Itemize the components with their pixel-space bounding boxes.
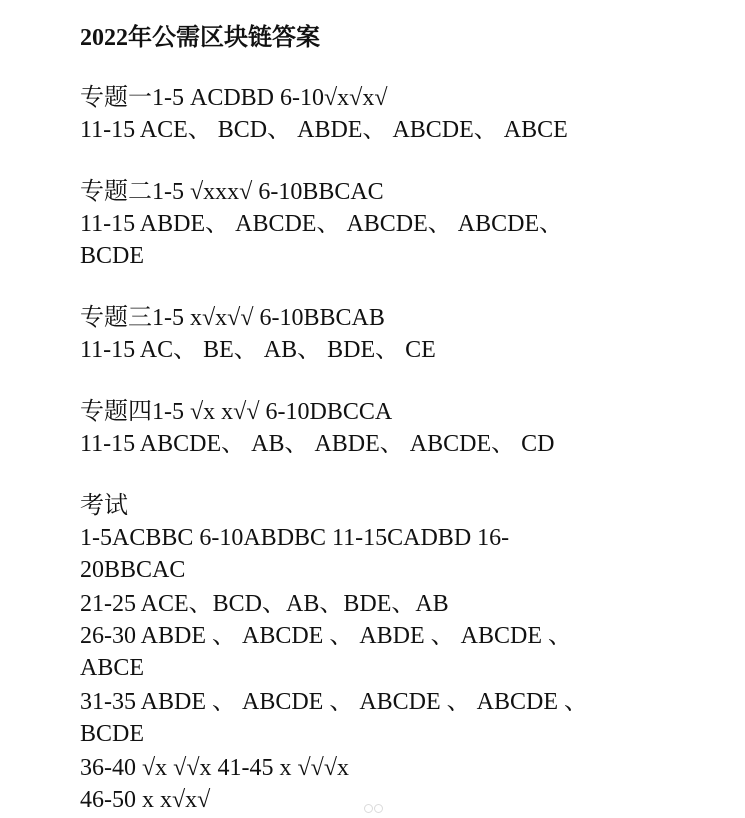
exam-line-8: 36-40 √x √√x 41-45 x √√√x <box>80 755 350 781</box>
exam-line-7: BCDE <box>80 721 145 747</box>
document-title: 2022年公需区块链答案 <box>80 25 320 51</box>
section-4-line-1: 专题四1-5 √x x√√ 6-10DBCCA <box>80 399 393 425</box>
section-1-line-1: 专题一1-5 ACDBD 6-10√x√x√ <box>80 85 388 111</box>
exam-line-1: 1-5ACBBC 6-10ABDBC 11-15CADBD 16- <box>80 525 510 551</box>
exam-line-9: 46-50 x x√x√ <box>80 787 211 813</box>
section-2-line-2: 11-15 ABDE、 ABCDE、 ABCDE、 ABCDE、 <box>80 211 564 237</box>
section-2-line-3: BCDE <box>80 243 145 269</box>
exam-heading: 考试 <box>80 493 128 519</box>
section-2-line-1: 专题二1-5 √xxx√ 6-10BBCAC <box>80 179 384 205</box>
exam-line-6: 31-35 ABDE 、 ABCDE 、 ABCDE 、 ABCDE 、 <box>80 689 589 715</box>
section-3-line-2: 11-15 AC、 BE、 AB、 BDE、 CE <box>80 337 436 363</box>
watermark-icon <box>364 800 386 810</box>
section-1-line-2: 11-15 ACE、 BCD、 ABDE、 ABCDE、 ABCE <box>80 117 568 143</box>
exam-line-2: 20BBCAC <box>80 557 186 583</box>
section-4-line-2: 11-15 ABCDE、 AB、 ABDE、 ABCDE、 CD <box>80 431 555 457</box>
section-3-line-1: 专题三1-5 x√x√√ 6-10BBCAB <box>80 305 385 331</box>
exam-line-4: 26-30 ABDE 、 ABCDE 、 ABDE 、 ABCDE 、 <box>80 623 573 649</box>
exam-line-5: ABCE <box>80 655 145 681</box>
exam-line-3: 21-25 ACE、BCD、AB、BDE、AB <box>80 591 449 617</box>
